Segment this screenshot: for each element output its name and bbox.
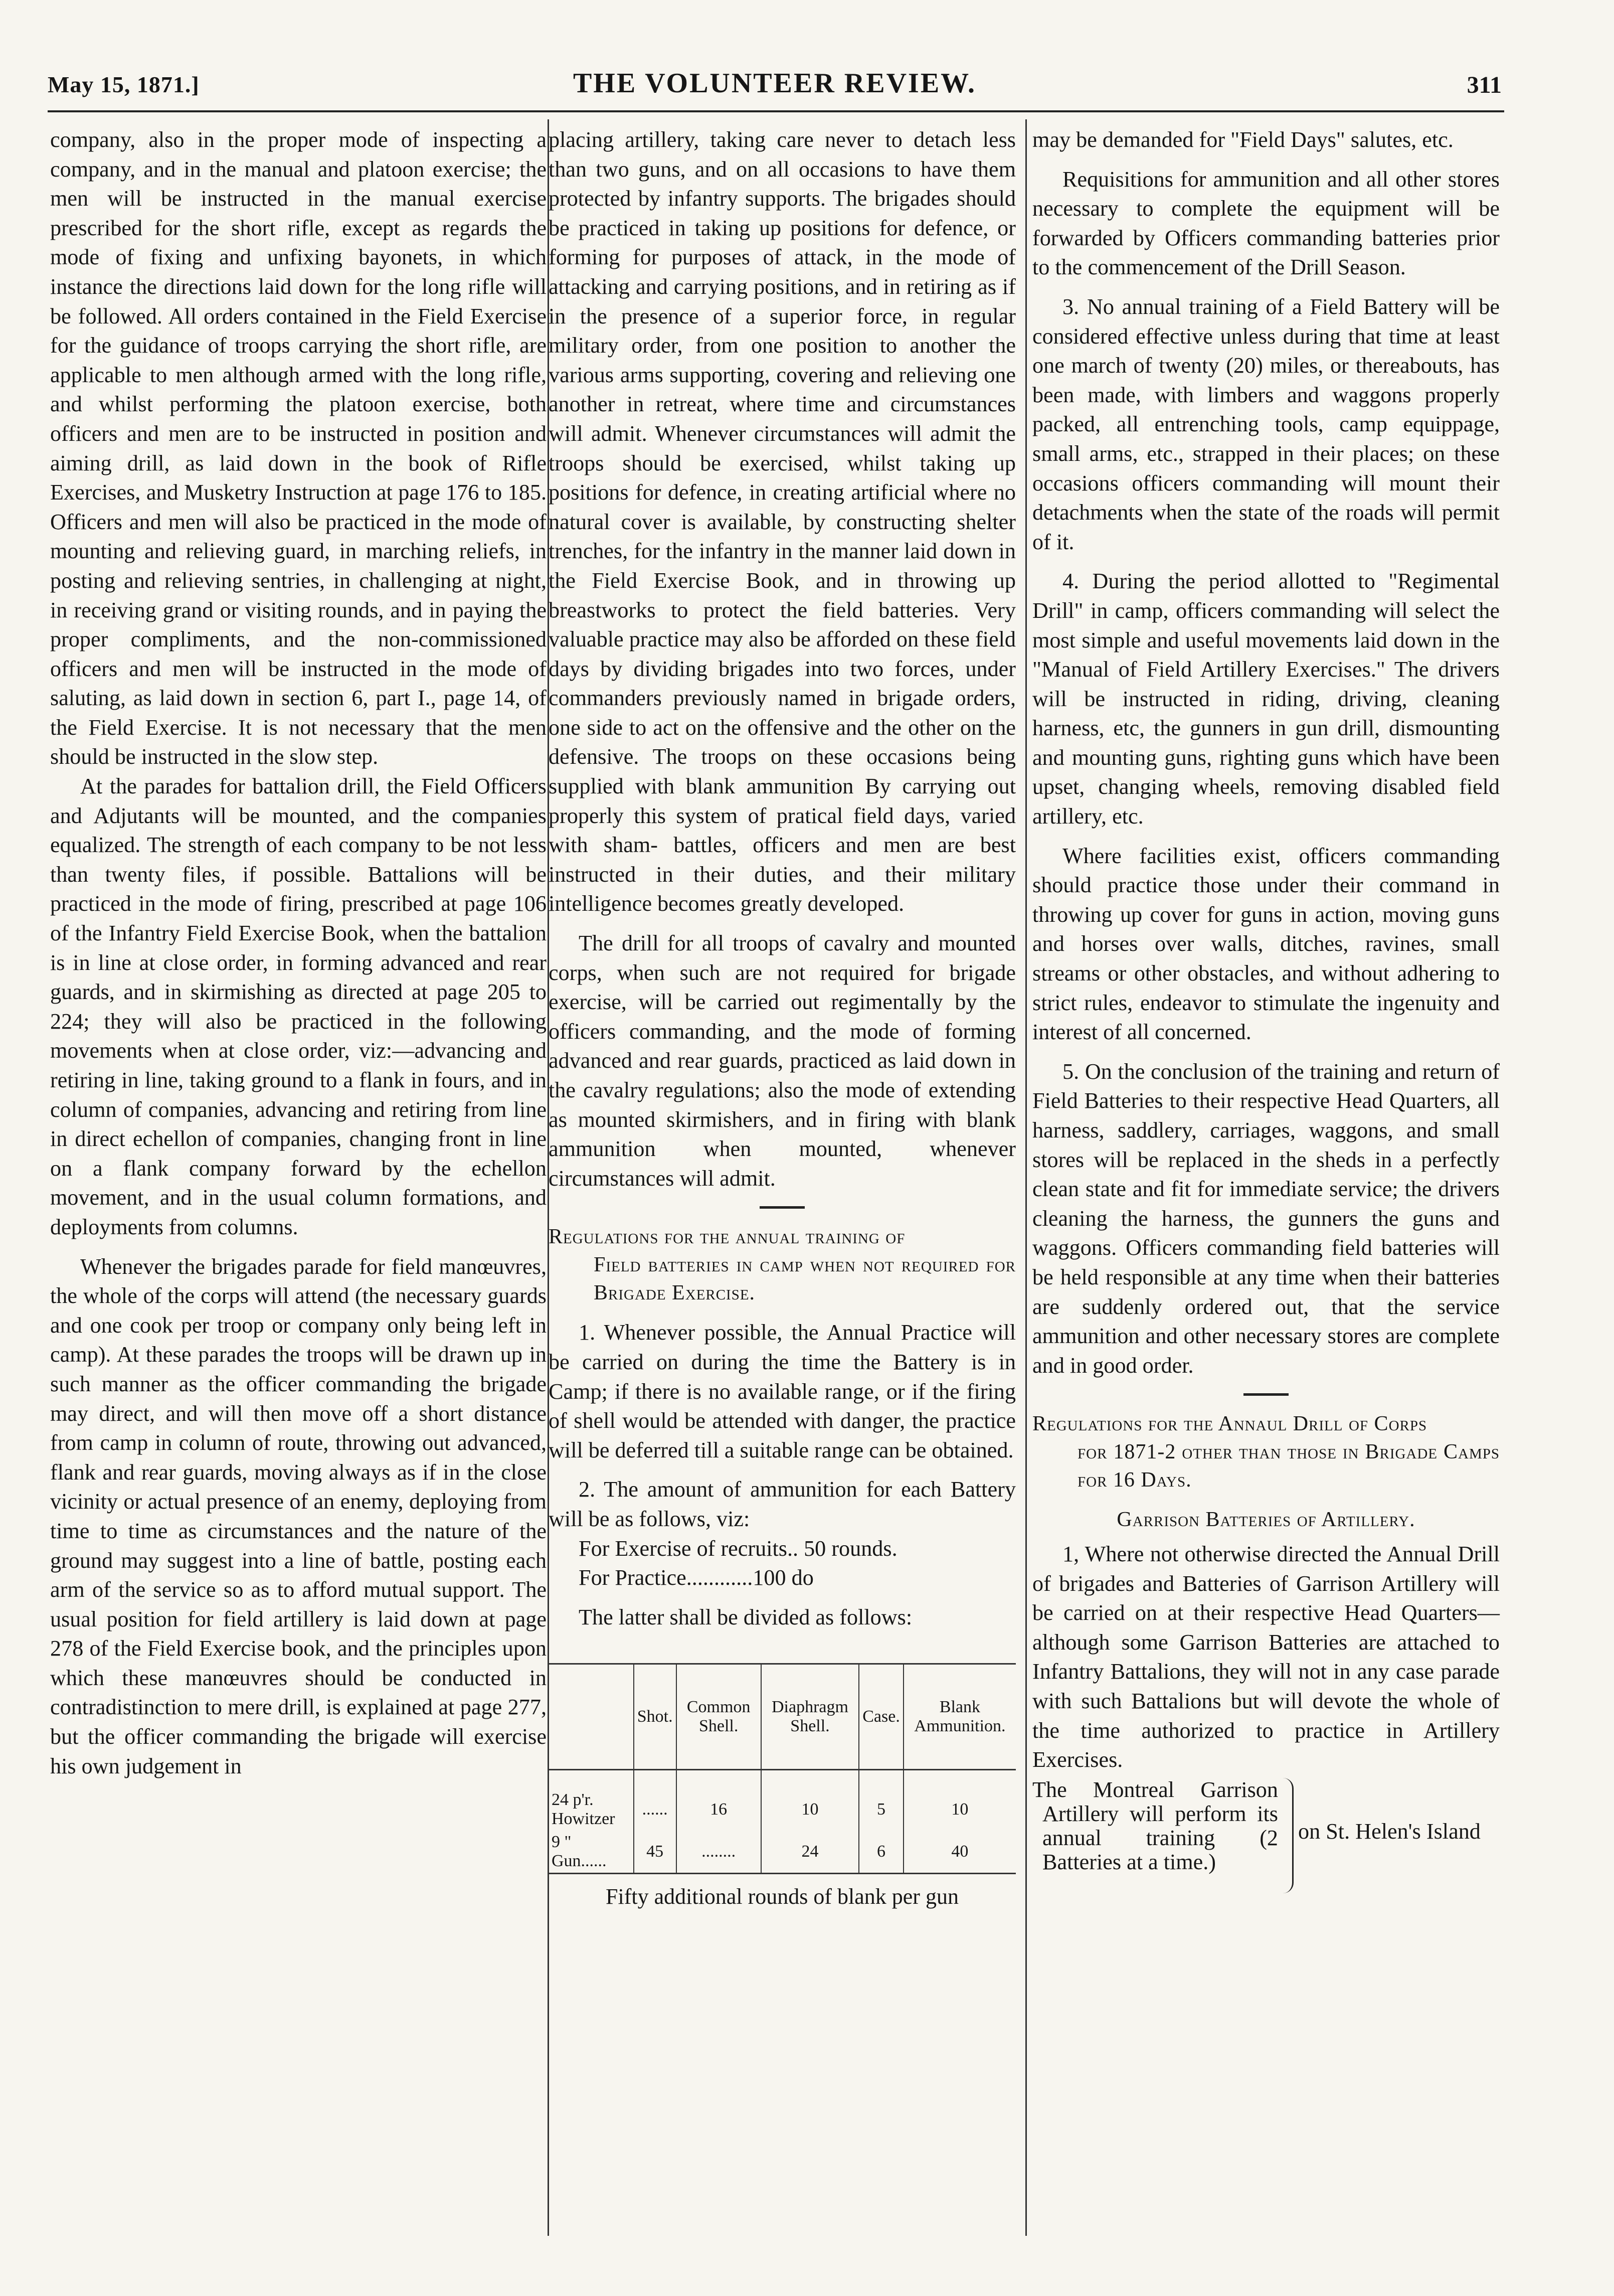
paragraph: At the parades for battalion drill, the Field Officers and Adjutants will be mounted, and the companies equalized. The strength of each company to be not less than twenty files, if possible. Battalions will be practiced in the mode of firing, prescribed at page 106 of the Infantry Field Exercise Book, when the battalion is in line at close order, in forming advanced and rear guards, and in skirmishing as directed at page 205 to 224; they will also be practiced in the following movements when at close order, viz:—advancing and retiring in line, taking ground to a flank in fours, and in column of companies, advancing and retiring from line in direct echellon of companies, changing front in line on a flank company forward by the echellon movement, and in the usual column formations, and deployments from columns. (50, 774, 547, 1239)
paragraph: 1. Whenever possible, the Annual Practice will be carried on during the time the Battery is in Camp; if there is no available range, or if the firing of shell would be attended with danger, the practice will be deferred till a suitable range can be obtained. (549, 1320, 1016, 1462)
brace (1283, 1778, 1294, 1893)
section-divider (760, 1206, 805, 1209)
publication-title: THE VOLUNTEER REVIEW. (573, 68, 977, 99)
paragraph: company, also in the proper mode of inspecting a company, and in the manual and platoon exercise; the men will be instructed in the manual exercise prescribed for the short rifle, except as regards the mode of fixing and unfixing bayonets, in which instance the directions laid down for the long rifle will be followed. All orders contained in the Field Exercise for the guidance of troops carrying the short rifle, are applicable to men although armed with the long rifle, and whilst performing the platoon exercise, both officers and men are to be instructed in position and aiming drill, as laid down in the book of Rifle Exercises, and Musketry Instruction at page 176 to 185. Officers and men will also be practiced in the mode of mounting and relieving guard, in marching reliefs, in posting and relieving sentries, in challenging at night, in receiving grand or visiting rounds, and in paying the proper compliments, and the non-commissioned officers and men will be instructed in the mode of saluting, as laid down in section 6, part I., page 14, of the Field Exercise. It is not necessary that the men should be instructed in the slow step. (50, 127, 547, 769)
table-cell: 24 (761, 1831, 859, 1874)
ammo-line: For Exercise of recruits.. 50 rounds. (579, 1536, 898, 1561)
garrison-note-left: The Montreal Garrison Artillery will perform its annual training (2 Batteries at a time.) (1032, 1777, 1278, 1874)
table-header-cell: Case. (859, 1664, 904, 1770)
paragraph: The drill for all troops of cavalry and mounted corps, when such are not required for brigade exercise, will be carried out regimentally by the officers commanding, and the mode of forming advanced and rear guards, practiced as laid down in the cavalry regulations; also the mode of extending as mounted skirmishers, and in firing with blank ammunition when mounted, whenever circumstances will admit. (549, 931, 1016, 1191)
garrison-note-right: on St. Helen's Island (1298, 1819, 1481, 1844)
ammunition-table (549, 1663, 1016, 1913)
table-cell: 10 (761, 1770, 859, 1831)
table-cell: 45 (634, 1831, 676, 1874)
heading-line: for 1871-2 other than those in Brigade Camps for 16 Days. (1078, 1440, 1500, 1492)
table-row (549, 1831, 1016, 1874)
table-header-row (549, 1664, 1016, 1770)
paragraph: Where facilities exist, officers commanding should practice those under their command in throwing up cover for guns in action, moving guns and horses over walls, ditches, ravines, small streams or other obstacles, and without adhering to strict rules, endeavor to stimulate the ingenuity and interest of all concerned. (1032, 843, 1500, 1045)
table-cell: 6 (859, 1831, 904, 1874)
table-row (549, 1770, 1016, 1831)
table-cell: 5 (859, 1770, 904, 1831)
paragraph: 5. On the conclusion of the training and return of Field Batteries to their respective Head Quarters, all harness, saddlery, carriages, waggons, and small stores will be replaced in the sheds in a perfectly clean state and fit for immediate service; the drivers cleaning the harness, the gunners the guns and waggons. Officers commanding field batteries will be held responsible at any time when their batteries are suddenly ordered out, that the service ammunition and other necessary stores are complete and in good order. (1032, 1059, 1500, 1378)
page-header (48, 64, 1502, 109)
table-header-cell (549, 1664, 634, 1770)
table-cell: ........ (676, 1831, 761, 1874)
paragraph: 3. No annual training of a Field Battery will be considered effective unless during that time at least one march of twenty (20) miles, or thereabouts, has been made, with limbers and waggons properly packed, all entrenching tools, camp equippage, small arms, etc., strapped in their places; on these occasions officers commanding will mount their detachments when the state of the roads will permit of it. (1032, 294, 1500, 554)
heading-line: Regulations for the Annaul Drill of Corps (1032, 1412, 1427, 1436)
column-3 (1025, 125, 1507, 1874)
column-2 (542, 125, 1023, 1913)
table-footer: Fifty additional rounds of blank per gun (549, 1874, 1016, 1914)
table-header-cell: Diaphragm Shell. (761, 1664, 859, 1770)
table-header-cell: Common Shell. (676, 1664, 761, 1770)
heading-line: Field batteries in camp when not required for Brigade Exercise. (594, 1253, 1016, 1305)
garrison-note (1032, 1778, 1500, 1874)
paragraph: 4. During the period allotted to "Regimental Drill" in camp, officers commanding will select the most simple and useful movements laid down in the "Manual of Field Artillery Exercises." The drivers will be instructed in riding, driving, cleaning harness, etc, the gunners in gun drill, dismounting and mounting guns, righting guns which have been upset, changing wheels, removing disabled field artillery, etc. (1032, 569, 1500, 829)
table-cell: 16 (676, 1770, 761, 1831)
paragraph: placing artillery, taking care never to detach less than two guns, and on all occasions to have them protected by infantry supports. The brigades should be practiced in taking up positions for defence, or forming for purposes of attack, in the mode of attacking and carrying positions, and in retiring as if in the presence of a superior force, in regular military order, from one position to another the various arms supporting, covering and relieving one another in retreat, where time and circumstances will admit. Whenever circumstances will admit the troops should be exercised, whilst taking up positions for defence, in creating artificial where no natural cover is available, by constructing shelter trenches, for the infantry in the manner laid down in the Field Exercise Book, and in throwing up breastworks to protect the field batteries. Very valuable practice may also be afforded on these field days by dividing brigades into two forces, under commanders previously named in brigade orders, one side to act on the offensive and the other on the defensive. The troops on these occasions being supplied with blank ammunition By carrying out properly this system of pratical field days, varied with sham- battles, officers and men are best instructed in their duties, and their military intelligence becomes greatly developed. (549, 127, 1016, 916)
paragraph: may be demanded for "Field Days" salutes, etc. (1032, 127, 1454, 152)
table-cell: 40 (904, 1831, 1016, 1874)
section-heading (549, 1223, 1016, 1307)
table-cell: ...... (634, 1770, 676, 1831)
paragraph: 1, Where not otherwise directed the Annual Drill of brigades and Batteries of Garrison Artillery will be carried on at their respective Head Quarters—although some Garrison Batteries are attached to Infantry Battalions, they will not in any case parade with such Battalions but will devote the whole of the time authorized to practice in Artillery Exercises. (1032, 1541, 1500, 1772)
table-cell: 10 (904, 1770, 1016, 1831)
ammo-line: For Practice............100 do (579, 1565, 814, 1590)
table-header-cell: Shot. (634, 1664, 676, 1770)
subheading: Garrison Batteries of Artillery. (1117, 1508, 1415, 1532)
page-number: 311 (1467, 72, 1502, 98)
header-rule (48, 110, 1504, 112)
paragraph: Whenever the brigades parade for field manœuvres, the whole of the corps will attend (the necessary guards and one cook per troop or company only being left in camp). At these parades the troops will be drawn up in such manner as the officer commanding the brigade may direct, and will then move off a short distance from camp in column of route, throwing out advanced, flank and rear guards, moving always as if in the close vicinity or actual presence of an enemy, deploying from time to time as circumstances and the nature of the ground may suggest into a line of battle, posting each arm of the service so as to afford mutual support. The usual position for field artillery is laid down at page 278 of the Field Exercise book, and the principles upon which these manœuvres should be conducted in contradistinction to mere drill, is explained at page 277, but the officer commanding the brigade will exercise his own judgement in (50, 1254, 547, 1778)
table-cell: 24 p'r. Howitzer (552, 1790, 615, 1829)
paragraph: Requisitions for ammunition and all other stores necessary to complete the equipment will be forwarded by Officers commanding batteries prior to the commencement of the Drill Season. (1032, 167, 1500, 280)
issue-date: May 15, 1871.] (48, 72, 200, 97)
paragraph: 2. The amount of ammunition for each Battery will be as follows, viz: (549, 1477, 1016, 1531)
paragraph: The latter shall be divided as follows: (579, 1604, 913, 1629)
column-1 (50, 125, 547, 1781)
section-divider (1243, 1393, 1289, 1396)
table-footer-row (549, 1874, 1016, 1914)
section-heading (1032, 1410, 1500, 1494)
heading-line: Regulations for the annual training of (549, 1225, 906, 1249)
table-cell: 9 " Gun...... (552, 1833, 607, 1871)
table-header-cell: Blank Ammunition. (904, 1664, 1016, 1770)
